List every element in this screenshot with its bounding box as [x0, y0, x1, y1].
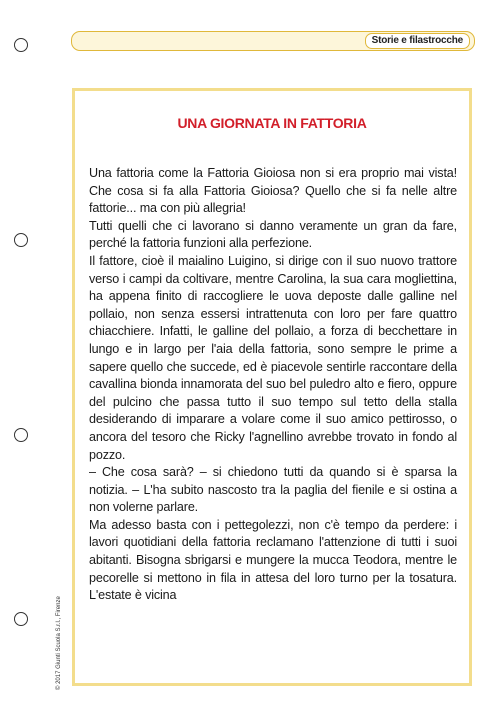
article-title: UNA GIORNATA IN FATTORIA	[177, 115, 367, 131]
paragraph-1: Una fattoria come la Fattoria Gioiosa non si era proprio mai vista! Che cosa si fa alla Fattoria Gioiosa? Quello che si fa nelle altre fattorie... ma con più allegria!	[89, 166, 457, 216]
copyright-notice: © 2017 Giunti Scuola S.r.l., Firenze	[56, 596, 62, 690]
section-header-bar	[71, 31, 475, 51]
binder-hole-2	[14, 233, 28, 247]
paragraph-3: Il fattore, cioè il maialino Luigino, si dirige con il suo nuovo trattore verso i campi da coltivare, mentre Carolina, la sua cara mogliettina, ha appena finito di raccogliere le uova deposte dalle galline nel pollaio, non senza essersi intrattenuta con loro per fare quattro chiacchiere. Infatti, le galline del pollaio, a forza di becchettare in lungo e in largo per l'aia della fattoria, sono sempre le prime a sapere quello che succede, ed è piacevole sentirle raccontare della cavallina bionda innamorata del suo bel puledro alto e fiero, oppure del pulcino che passa tutto il suo tempo sul tetto della stalla desiderando di imparare a volare come il suo amico pettirosso, o ancora del tesoro che Ricky l'agnellino avrebbe trovato in fondo al pozzo.	[89, 253, 457, 462]
article-body	[89, 165, 457, 605]
section-label: Storie e filastrocche	[365, 33, 470, 49]
paragraph-2: Tutti quelli che ci lavorano si danno veramente un gran da fare, perché la fattoria funzioni alla perfezione.	[89, 218, 457, 251]
binder-hole-1	[14, 38, 28, 52]
paragraph-4: – Che cosa sarà? – si chiedono tutti da quando si è sparsa la notizia. – L'ha subito nascosto tra la paglia del fienile e si ostina a non volerne parlare.	[89, 465, 457, 515]
article-frame	[72, 88, 472, 686]
paragraph-5: Ma adesso basta con i pettegolezzi, non c'è tempo da perdere: i lavori quotidiani della fattoria reclamano l'attenzione di tutti i suoi abitanti. Bisogna sbrigarsi e mungere la mucca Teodora, mentre le pecorelle si mettono in fila in attesa del loro turno per la tosatura. L'estate è vicina	[89, 517, 457, 603]
binder-hole-3	[14, 428, 28, 442]
binder-hole-4	[14, 612, 28, 626]
